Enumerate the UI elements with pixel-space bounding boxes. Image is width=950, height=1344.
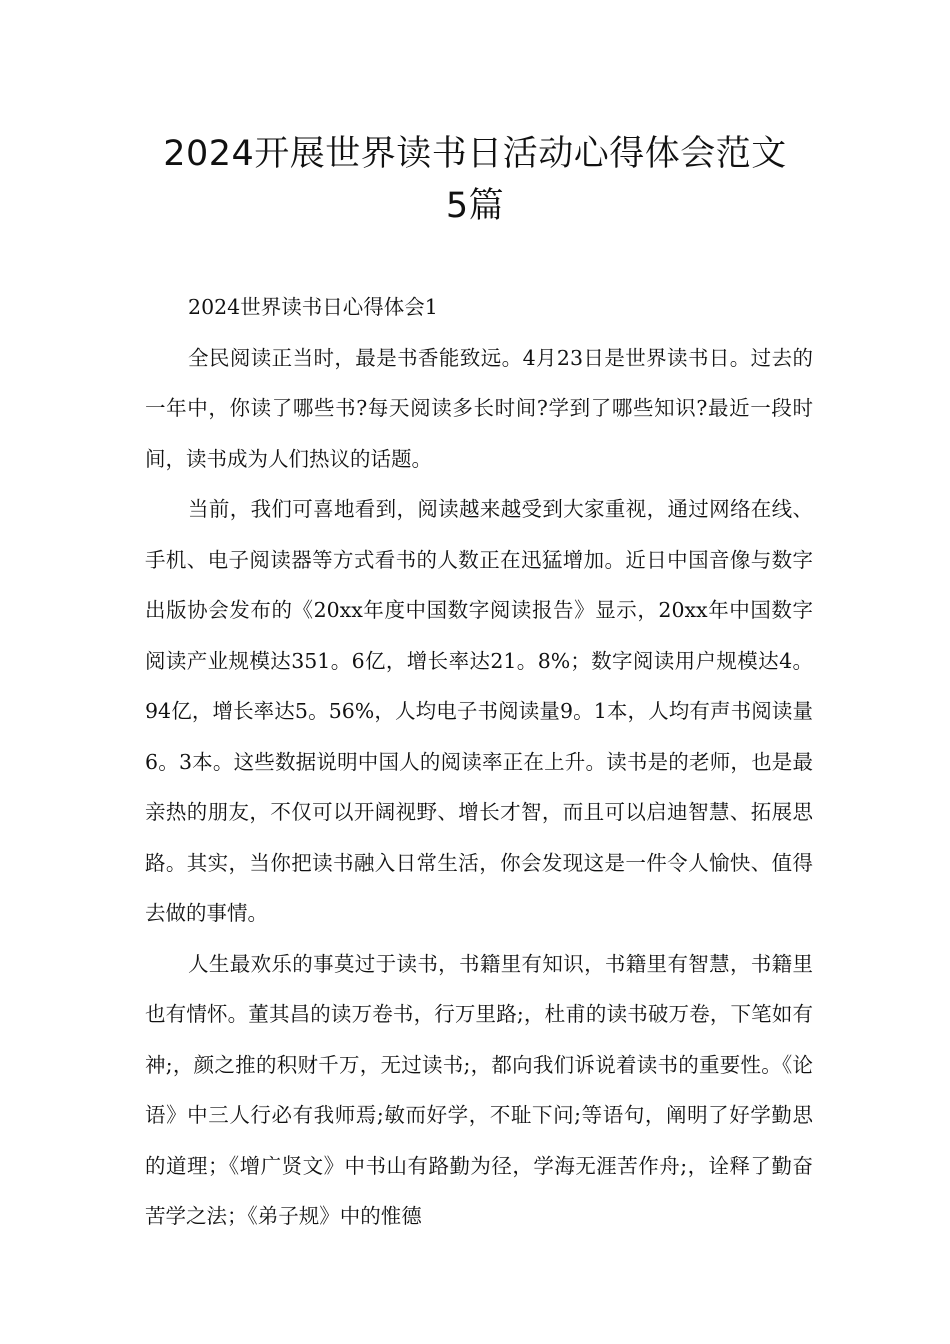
document-title-line-1: 2024开展世界读书日活动心得体会范文 [163, 134, 787, 174]
paragraph-1: 全民阅读正当时，最是书香能致远。4月23日是世界读书日。过去的一年中，你读了哪些书?每天阅读多长时间?学到了哪些知识?最近一段时间，读书成为人们热议的话题。 [145, 345, 813, 471]
document-title-line-2: 5篇 [445, 186, 505, 226]
document-title [120, 128, 830, 232]
paragraph-2: 当前，我们可喜地看到，阅读越来越受到大家重视，通过网络在线、手机、电子阅读器等方式看书的人数正在迅猛增加。近日中国音像与数字出版协会发布的《20xx年度中国数字阅读报告》显示，20xx年中国数字阅读产业规模达351。6亿，增长率达21。8%；数字阅读用户规模达4。94亿，增长率达5。56%，人均电子书阅读量9。1本，人均有声书阅读量6。3本。这些数据说明中国人的阅读率正在上升。读书是的老师，也是最亲热的朋友，不仅可以开阔视野、增长才智，而且可以启迪智慧、拓展思路。其实，当你把读书融入日常生活，你会发现这是一件令人愉快、值得去做的事情。 [145, 497, 813, 925]
paragraph-3: 人生最欢乐的事莫过于读书，书籍里有知识，书籍里有智慧，书籍里也有情怀。董其昌的读万卷书，行万里路;，杜甫的读书破万卷，下笔如有神;，颜之推的积财千万，无过读书;，都向我们诉说着读书的重要性。《论语》中三人行必有我师焉;敏而好学，不耻下问;等语句，阐明了好学勤思的道理；《增广贤文》中书山有路勤为径，学海无涯苦作舟;，诠释了勤奋苦学之法；《弟子规》中的惟德 [145, 951, 813, 1228]
document-body [145, 282, 813, 1242]
section-subheading: 2024世界读书日心得体会1 [188, 295, 438, 319]
